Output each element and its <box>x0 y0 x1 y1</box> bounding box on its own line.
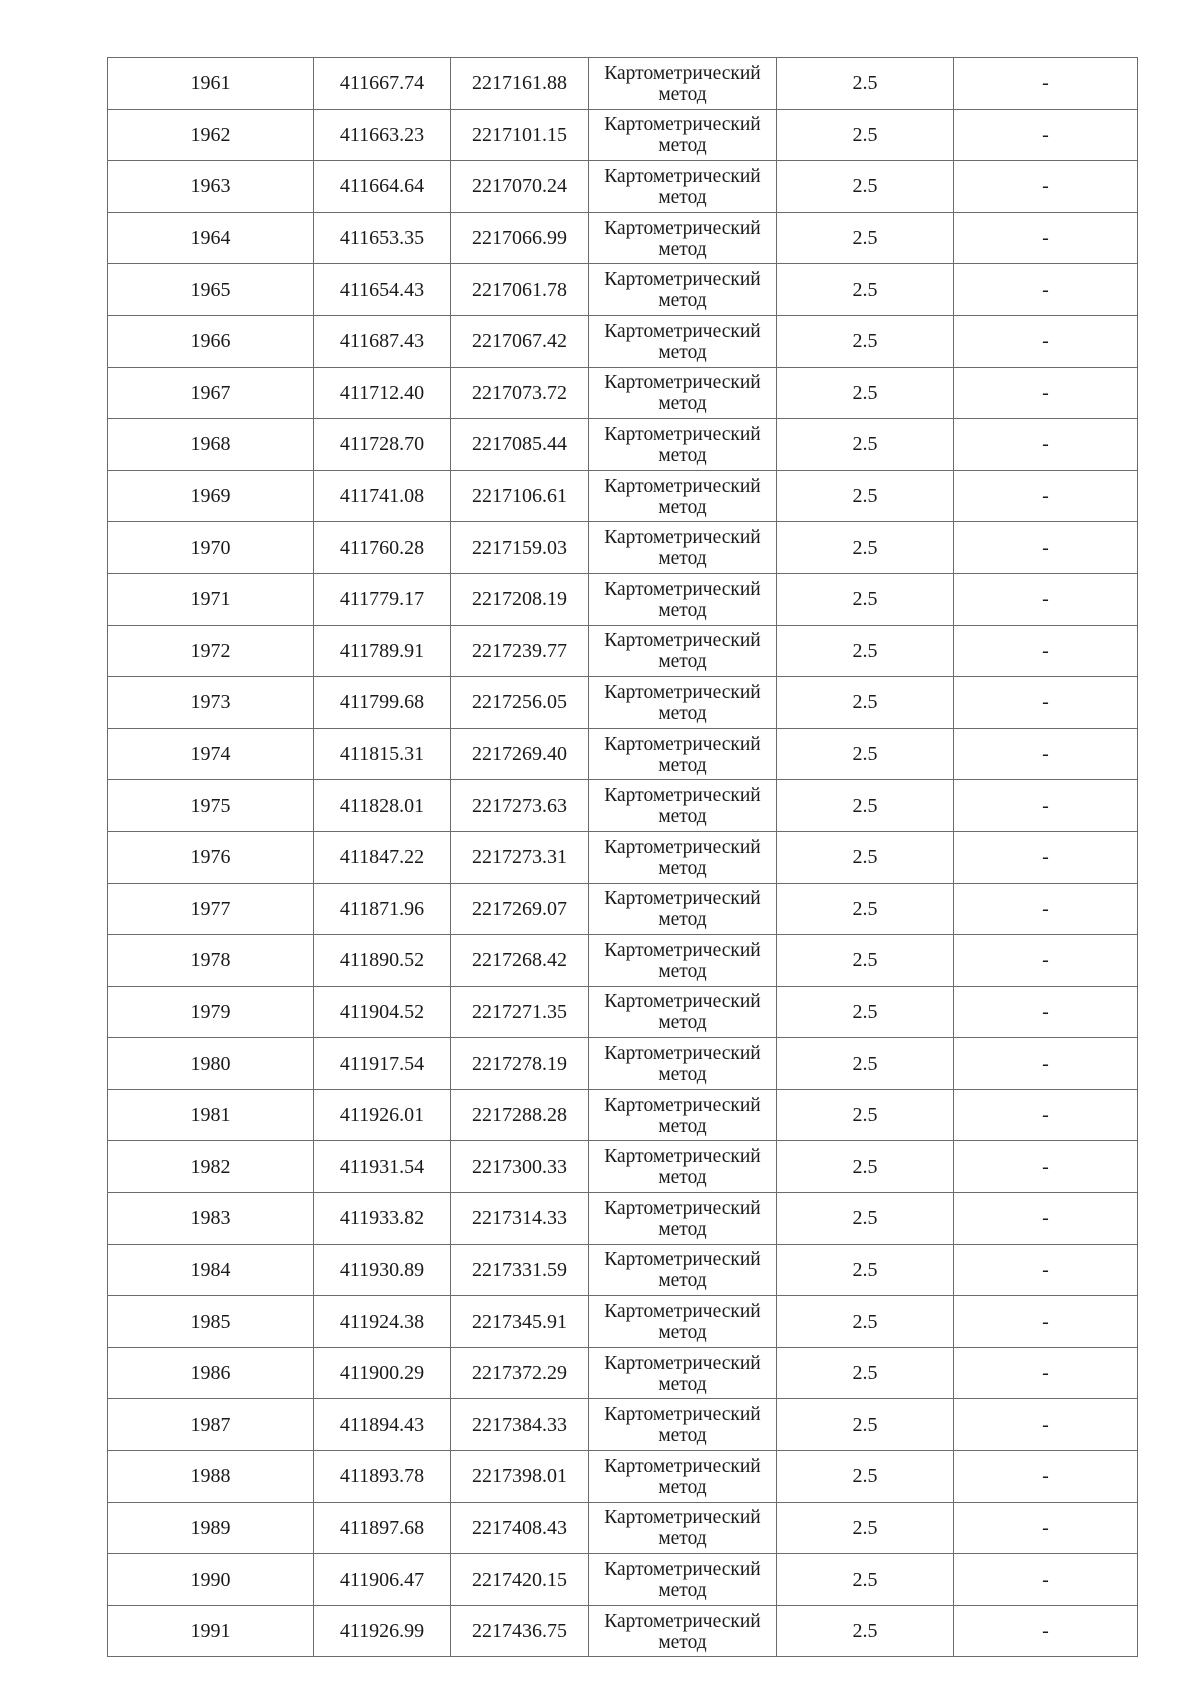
method-line-1: Картометрический <box>604 578 761 600</box>
method-line-2: метод <box>658 960 707 982</box>
method-line-1: Картометрический <box>604 1352 761 1374</box>
description-cell: - <box>954 1089 1138 1141</box>
table-row <box>108 1451 1138 1503</box>
y-coordinate-cell: 2217239.77 <box>451 625 589 677</box>
accuracy-cell: 2.5 <box>777 419 954 471</box>
method-cell <box>589 831 777 883</box>
description-cell: - <box>954 419 1138 471</box>
method-line-1: Картометрический <box>604 1404 761 1426</box>
description-cell: - <box>954 1296 1138 1348</box>
method-line-2: метод <box>658 1167 707 1189</box>
description-cell: - <box>954 1399 1138 1451</box>
y-coordinate-cell: 2217345.91 <box>451 1296 589 1348</box>
point-number-cell: 1977 <box>108 883 314 935</box>
point-number-cell: 1969 <box>108 470 314 522</box>
description-cell: - <box>954 1451 1138 1503</box>
point-number-cell: 1989 <box>108 1502 314 1554</box>
accuracy-cell: 2.5 <box>777 1347 954 1399</box>
y-coordinate-cell: 2217436.75 <box>451 1605 589 1657</box>
method-line-2: метод <box>658 238 707 260</box>
table-row <box>108 470 1138 522</box>
method-line-1: Картометрический <box>604 630 761 652</box>
table-row <box>108 1502 1138 1554</box>
accuracy-cell: 2.5 <box>777 625 954 677</box>
point-number-cell: 1984 <box>108 1244 314 1296</box>
x-coordinate-cell: 411687.43 <box>314 315 451 367</box>
accuracy-cell: 2.5 <box>777 470 954 522</box>
table-row <box>108 1605 1138 1657</box>
description-cell: - <box>954 831 1138 883</box>
y-coordinate-cell: 2217300.33 <box>451 1141 589 1193</box>
x-coordinate-cell: 411926.99 <box>314 1605 451 1657</box>
method-line-2: метод <box>658 496 707 518</box>
x-coordinate-cell: 411904.52 <box>314 986 451 1038</box>
method-cell <box>589 1502 777 1554</box>
method-line-1: Картометрический <box>604 114 761 136</box>
accuracy-cell: 2.5 <box>777 1399 954 1451</box>
method-line-2: метод <box>658 806 707 828</box>
table-row <box>108 1193 1138 1245</box>
method-cell <box>589 58 777 110</box>
description-cell: - <box>954 1141 1138 1193</box>
description-cell: - <box>954 728 1138 780</box>
accuracy-cell: 2.5 <box>777 1554 954 1606</box>
table-row <box>108 1038 1138 1090</box>
method-line-2: метод <box>658 1115 707 1137</box>
point-number-cell: 1981 <box>108 1089 314 1141</box>
y-coordinate-cell: 2217398.01 <box>451 1451 589 1503</box>
y-coordinate-cell: 2217372.29 <box>451 1347 589 1399</box>
method-line-2: метод <box>658 1580 707 1602</box>
method-line-2: метод <box>658 651 707 673</box>
method-line-2: метод <box>658 1064 707 1086</box>
method-cell <box>589 1399 777 1451</box>
method-line-2: метод <box>658 702 707 724</box>
method-cell <box>589 1347 777 1399</box>
method-line-1: Картометрический <box>604 1507 761 1529</box>
method-cell <box>589 1605 777 1657</box>
method-line-2: метод <box>658 341 707 363</box>
method-line-1: Картометрический <box>604 991 761 1013</box>
x-coordinate-cell: 411917.54 <box>314 1038 451 1090</box>
y-coordinate-cell: 2217085.44 <box>451 419 589 471</box>
accuracy-cell: 2.5 <box>777 1605 954 1657</box>
point-number-cell: 1967 <box>108 367 314 419</box>
x-coordinate-cell: 411799.68 <box>314 677 451 729</box>
point-number-cell: 1978 <box>108 935 314 987</box>
y-coordinate-cell: 2217420.15 <box>451 1554 589 1606</box>
accuracy-cell: 2.5 <box>777 780 954 832</box>
accuracy-cell: 2.5 <box>777 1296 954 1348</box>
x-coordinate-cell: 411653.35 <box>314 212 451 264</box>
method-line-1: Картометрический <box>604 836 761 858</box>
description-cell: - <box>954 264 1138 316</box>
method-line-1: Картометрический <box>604 269 761 291</box>
table-row <box>108 1244 1138 1296</box>
accuracy-cell: 2.5 <box>777 728 954 780</box>
point-number-cell: 1982 <box>108 1141 314 1193</box>
point-number-cell: 1970 <box>108 522 314 574</box>
description-cell: - <box>954 1605 1138 1657</box>
method-line-1: Картометрический <box>604 1559 761 1581</box>
table-row <box>108 780 1138 832</box>
y-coordinate-cell: 2217408.43 <box>451 1502 589 1554</box>
y-coordinate-cell: 2217331.59 <box>451 1244 589 1296</box>
method-cell <box>589 728 777 780</box>
point-number-cell: 1972 <box>108 625 314 677</box>
method-line-1: Картометрический <box>604 475 761 497</box>
method-line-2: метод <box>658 754 707 776</box>
accuracy-cell: 2.5 <box>777 573 954 625</box>
method-line-1: Картометрический <box>604 733 761 755</box>
method-line-1: Картометрический <box>604 372 761 394</box>
method-line-1: Картометрический <box>604 888 761 910</box>
description-cell: - <box>954 470 1138 522</box>
description-cell: - <box>954 677 1138 729</box>
method-cell <box>589 315 777 367</box>
y-coordinate-cell: 2217384.33 <box>451 1399 589 1451</box>
method-line-2: метод <box>658 548 707 570</box>
method-cell <box>589 935 777 987</box>
table-row <box>108 1089 1138 1141</box>
method-cell <box>589 522 777 574</box>
method-line-2: метод <box>658 1012 707 1034</box>
description-cell: - <box>954 1038 1138 1090</box>
table-row <box>108 212 1138 264</box>
y-coordinate-cell: 2217273.63 <box>451 780 589 832</box>
method-line-2: метод <box>658 135 707 157</box>
method-cell <box>589 625 777 677</box>
method-line-1: Картометрический <box>604 681 761 703</box>
method-cell <box>589 883 777 935</box>
method-line-2: метод <box>658 1270 707 1292</box>
accuracy-cell: 2.5 <box>777 935 954 987</box>
x-coordinate-cell: 411667.74 <box>314 58 451 110</box>
point-number-cell: 1976 <box>108 831 314 883</box>
description-cell: - <box>954 212 1138 264</box>
description-cell: - <box>954 161 1138 213</box>
method-cell <box>589 161 777 213</box>
accuracy-cell: 2.5 <box>777 367 954 419</box>
method-line-2: метод <box>658 1425 707 1447</box>
method-cell <box>589 1089 777 1141</box>
accuracy-cell: 2.5 <box>777 1193 954 1245</box>
x-coordinate-cell: 411894.43 <box>314 1399 451 1451</box>
method-cell <box>589 1244 777 1296</box>
description-cell: - <box>954 780 1138 832</box>
table-row <box>108 625 1138 677</box>
x-coordinate-cell: 411890.52 <box>314 935 451 987</box>
x-coordinate-cell: 411741.08 <box>314 470 451 522</box>
x-coordinate-cell: 411897.68 <box>314 1502 451 1554</box>
x-coordinate-cell: 411926.01 <box>314 1089 451 1141</box>
table-row <box>108 728 1138 780</box>
accuracy-cell: 2.5 <box>777 1244 954 1296</box>
x-coordinate-cell: 411712.40 <box>314 367 451 419</box>
accuracy-cell: 2.5 <box>777 161 954 213</box>
point-number-cell: 1983 <box>108 1193 314 1245</box>
x-coordinate-cell: 411779.17 <box>314 573 451 625</box>
table-row <box>108 1141 1138 1193</box>
description-cell: - <box>954 573 1138 625</box>
method-line-1: Картометрический <box>604 1610 761 1632</box>
table-row <box>108 522 1138 574</box>
y-coordinate-cell: 2217268.42 <box>451 935 589 987</box>
method-cell <box>589 1451 777 1503</box>
accuracy-cell: 2.5 <box>777 264 954 316</box>
method-cell <box>589 677 777 729</box>
point-number-cell: 1961 <box>108 58 314 110</box>
y-coordinate-cell: 2217070.24 <box>451 161 589 213</box>
accuracy-cell: 2.5 <box>777 986 954 1038</box>
description-cell: - <box>954 109 1138 161</box>
accuracy-cell: 2.5 <box>777 212 954 264</box>
table-row <box>108 1347 1138 1399</box>
coordinates-table <box>107 57 1138 1657</box>
accuracy-cell: 2.5 <box>777 831 954 883</box>
x-coordinate-cell: 411728.70 <box>314 419 451 471</box>
method-line-2: метод <box>658 1373 707 1395</box>
description-cell: - <box>954 367 1138 419</box>
point-number-cell: 1988 <box>108 1451 314 1503</box>
accuracy-cell: 2.5 <box>777 1141 954 1193</box>
table-row <box>108 986 1138 1038</box>
x-coordinate-cell: 411828.01 <box>314 780 451 832</box>
description-cell: - <box>954 1347 1138 1399</box>
x-coordinate-cell: 411654.43 <box>314 264 451 316</box>
method-line-1: Картометрический <box>604 62 761 84</box>
method-cell <box>589 1193 777 1245</box>
method-line-1: Картометрический <box>604 527 761 549</box>
x-coordinate-cell: 411930.89 <box>314 1244 451 1296</box>
method-line-1: Картометрический <box>604 423 761 445</box>
method-cell <box>589 419 777 471</box>
method-line-2: метод <box>658 444 707 466</box>
method-cell <box>589 986 777 1038</box>
description-cell: - <box>954 883 1138 935</box>
method-cell <box>589 470 777 522</box>
table-row <box>108 677 1138 729</box>
y-coordinate-cell: 2217067.42 <box>451 315 589 367</box>
y-coordinate-cell: 2217066.99 <box>451 212 589 264</box>
method-line-2: метод <box>658 1218 707 1240</box>
y-coordinate-cell: 2217271.35 <box>451 986 589 1038</box>
y-coordinate-cell: 2217314.33 <box>451 1193 589 1245</box>
point-number-cell: 1964 <box>108 212 314 264</box>
point-number-cell: 1975 <box>108 780 314 832</box>
point-number-cell: 1973 <box>108 677 314 729</box>
x-coordinate-cell: 411933.82 <box>314 1193 451 1245</box>
method-line-2: метод <box>658 599 707 621</box>
table-row <box>108 1296 1138 1348</box>
method-line-1: Картометрический <box>604 217 761 239</box>
accuracy-cell: 2.5 <box>777 315 954 367</box>
point-number-cell: 1971 <box>108 573 314 625</box>
table-row <box>108 573 1138 625</box>
method-line-1: Картометрический <box>604 1455 761 1477</box>
x-coordinate-cell: 411906.47 <box>314 1554 451 1606</box>
method-line-2: метод <box>658 857 707 879</box>
method-line-1: Картометрический <box>604 939 761 961</box>
y-coordinate-cell: 2217208.19 <box>451 573 589 625</box>
accuracy-cell: 2.5 <box>777 1089 954 1141</box>
table-row <box>108 58 1138 110</box>
description-cell: - <box>954 625 1138 677</box>
y-coordinate-cell: 2217073.72 <box>451 367 589 419</box>
x-coordinate-cell: 411931.54 <box>314 1141 451 1193</box>
accuracy-cell: 2.5 <box>777 1038 954 1090</box>
method-cell <box>589 1554 777 1606</box>
method-cell <box>589 1141 777 1193</box>
table-row <box>108 419 1138 471</box>
point-number-cell: 1986 <box>108 1347 314 1399</box>
point-number-cell: 1979 <box>108 986 314 1038</box>
method-line-2: метод <box>658 186 707 208</box>
method-cell <box>589 367 777 419</box>
method-line-1: Картометрический <box>604 1094 761 1116</box>
x-coordinate-cell: 411847.22 <box>314 831 451 883</box>
method-line-1: Картометрический <box>604 320 761 342</box>
description-cell: - <box>954 935 1138 987</box>
accuracy-cell: 2.5 <box>777 1502 954 1554</box>
method-line-2: метод <box>658 1528 707 1550</box>
method-cell <box>589 573 777 625</box>
x-coordinate-cell: 411760.28 <box>314 522 451 574</box>
table-row <box>108 109 1138 161</box>
method-cell <box>589 1296 777 1348</box>
y-coordinate-cell: 2217269.40 <box>451 728 589 780</box>
point-number-cell: 1987 <box>108 1399 314 1451</box>
method-cell <box>589 264 777 316</box>
y-coordinate-cell: 2217269.07 <box>451 883 589 935</box>
point-number-cell: 1991 <box>108 1605 314 1657</box>
y-coordinate-cell: 2217273.31 <box>451 831 589 883</box>
point-number-cell: 1968 <box>108 419 314 471</box>
method-line-2: метод <box>658 290 707 312</box>
description-cell: - <box>954 315 1138 367</box>
point-number-cell: 1965 <box>108 264 314 316</box>
method-cell <box>589 780 777 832</box>
y-coordinate-cell: 2217061.78 <box>451 264 589 316</box>
method-line-1: Картометрический <box>604 1043 761 1065</box>
table-row <box>108 1554 1138 1606</box>
x-coordinate-cell: 411815.31 <box>314 728 451 780</box>
table-row <box>108 367 1138 419</box>
method-line-1: Картометрический <box>604 165 761 187</box>
y-coordinate-cell: 2217159.03 <box>451 522 589 574</box>
coordinates-table-body <box>108 58 1138 1657</box>
description-cell: - <box>954 58 1138 110</box>
method-line-1: Картометрический <box>604 1197 761 1219</box>
method-line-1: Картометрический <box>604 1301 761 1323</box>
table-row <box>108 161 1138 213</box>
point-number-cell: 1963 <box>108 161 314 213</box>
method-line-1: Картометрический <box>604 785 761 807</box>
method-cell <box>589 212 777 264</box>
accuracy-cell: 2.5 <box>777 1451 954 1503</box>
table-row <box>108 1399 1138 1451</box>
table-row <box>108 831 1138 883</box>
accuracy-cell: 2.5 <box>777 109 954 161</box>
y-coordinate-cell: 2217101.15 <box>451 109 589 161</box>
method-line-2: метод <box>658 909 707 931</box>
point-number-cell: 1966 <box>108 315 314 367</box>
description-cell: - <box>954 1554 1138 1606</box>
method-line-1: Картометрический <box>604 1249 761 1271</box>
x-coordinate-cell: 411871.96 <box>314 883 451 935</box>
method-cell <box>589 1038 777 1090</box>
table-row <box>108 935 1138 987</box>
method-line-2: метод <box>658 393 707 415</box>
point-number-cell: 1980 <box>108 1038 314 1090</box>
x-coordinate-cell: 411789.91 <box>314 625 451 677</box>
method-line-2: метод <box>658 83 707 105</box>
accuracy-cell: 2.5 <box>777 58 954 110</box>
x-coordinate-cell: 411900.29 <box>314 1347 451 1399</box>
method-line-2: метод <box>658 1322 707 1344</box>
description-cell: - <box>954 1193 1138 1245</box>
method-line-2: метод <box>658 1631 707 1653</box>
x-coordinate-cell: 411924.38 <box>314 1296 451 1348</box>
description-cell: - <box>954 522 1138 574</box>
point-number-cell: 1962 <box>108 109 314 161</box>
accuracy-cell: 2.5 <box>777 522 954 574</box>
table-row <box>108 883 1138 935</box>
description-cell: - <box>954 1502 1138 1554</box>
description-cell: - <box>954 986 1138 1038</box>
method-line-1: Картометрический <box>604 1146 761 1168</box>
y-coordinate-cell: 2217161.88 <box>451 58 589 110</box>
point-number-cell: 1974 <box>108 728 314 780</box>
y-coordinate-cell: 2217256.05 <box>451 677 589 729</box>
accuracy-cell: 2.5 <box>777 883 954 935</box>
y-coordinate-cell: 2217278.19 <box>451 1038 589 1090</box>
table-row <box>108 315 1138 367</box>
method-cell <box>589 109 777 161</box>
y-coordinate-cell: 2217106.61 <box>451 470 589 522</box>
point-number-cell: 1985 <box>108 1296 314 1348</box>
y-coordinate-cell: 2217288.28 <box>451 1089 589 1141</box>
point-number-cell: 1990 <box>108 1554 314 1606</box>
x-coordinate-cell: 411663.23 <box>314 109 451 161</box>
table-row <box>108 264 1138 316</box>
method-line-2: метод <box>658 1476 707 1498</box>
description-cell: - <box>954 1244 1138 1296</box>
x-coordinate-cell: 411664.64 <box>314 161 451 213</box>
x-coordinate-cell: 411893.78 <box>314 1451 451 1503</box>
accuracy-cell: 2.5 <box>777 677 954 729</box>
